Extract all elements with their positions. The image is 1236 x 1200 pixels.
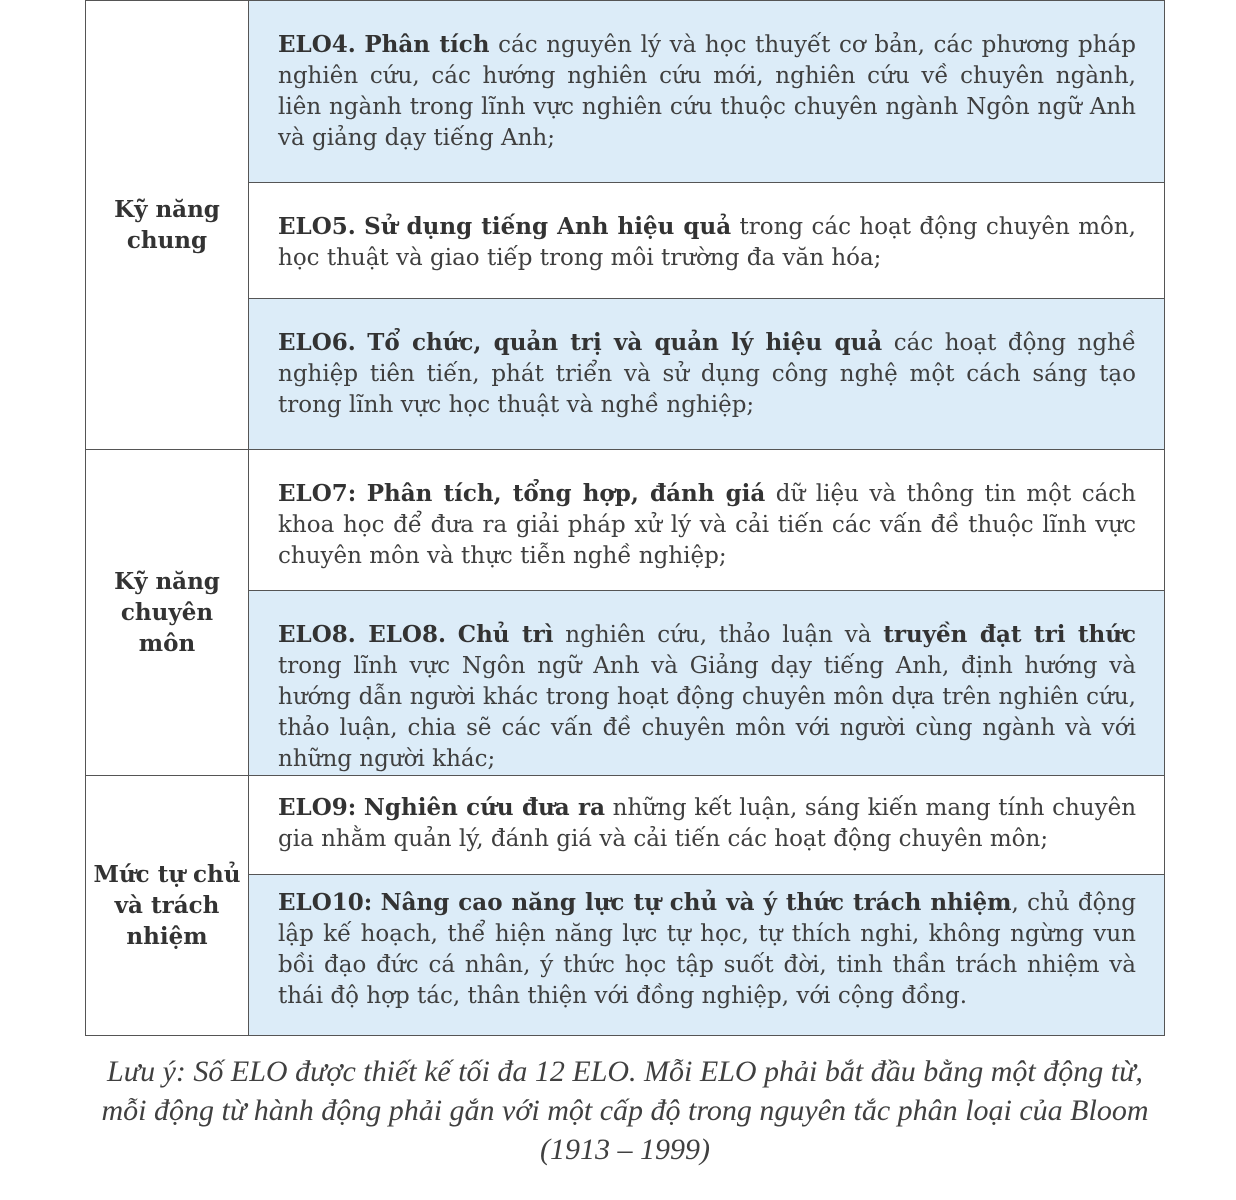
elo-cell-elo8 [249,591,1165,776]
elo-code: ELO10: [278,889,373,916]
elo-code: ELO4. [278,31,356,58]
elo-text-elo7 [249,450,1164,572]
elo-cell-elo5 [249,183,1165,299]
elo-code: ELO5. [278,213,356,240]
category-label-general: Kỹ năng chung [114,196,220,254]
elo-description: các nguyên lý và học thuyết cơ bản, các phương pháp nghiên cứu, các hướng nghiên cứu mới, nghiên cứu về chuyên ngành, liên ngành trong lĩnh vực nghiên cứu thuộc chuyên ngành Ngôn ngữ Anh và giảng dạy tiếng Anh; [278,32,1136,151]
elo-text-elo4 [249,1,1164,154]
elo-cell-elo4 [249,1,1165,183]
elo-description: những kết luận, sáng kiến mang tính chuyên gia nhằm quản lý, đánh giá và cải tiến các hoạt động chuyên môn; [278,795,1137,852]
category-label-autonomy: Mức tự chủ và trách nhiệm [93,861,241,950]
elo-description: trong lĩnh vực Ngôn ngữ Anh và Giảng dạy tiếng Anh, định hướng và hướng dẫn người khác trong hoạt động chuyên môn dựa trên nghiên cứu, thảo luận, chia sẽ các vấn đề chuyên môn với người cùng ngành và với những người khác; [278,653,1136,772]
elo-verb: Tổ chức, quản trị và quản lý hiệu quả [367,329,883,356]
elo-code: ELO7: [278,480,357,507]
category-label-professional: Kỹ năng chuyên môn [114,568,220,657]
elo-code: ELO6. [278,329,356,356]
elo-cell-elo7 [249,450,1165,591]
category-cell-autonomy [86,776,249,1036]
elo-cell-elo9 [249,776,1165,875]
elo-text-elo10 [249,875,1164,1012]
elo-code: ELO8. ELO8. [278,621,446,648]
elo-verb: Nghiên cứu đưa ra [363,794,606,821]
elo-verb-secondary: truyền đạt tri thức [883,621,1136,648]
elo-description: nghiên cứu, thảo luận và [565,622,872,648]
category-cell-general [86,1,249,450]
elo-description: , chủ động lập kế hoạch, thể hiện năng lực tự học, tự thích nghi, không ngừng vun bồi đạo đức cá nhân, ý thức học tập suốt đời, tinh thần trách nhiệm và thái độ hợp tác, thân thiện với đồng nghiệp, với cộng đồng. [278,890,1137,1009]
elo-verb: Sử dụng tiếng Anh hiệu quả [364,213,732,240]
elo-text-elo5 [249,183,1164,274]
learning-outcomes-table [85,0,1165,1036]
elo-text-elo6 [249,299,1164,421]
elo-verb: Phân tích [364,31,490,58]
elo-verb: Nâng cao năng lực tự chủ và ý thức trách nhiệm [380,889,1012,916]
elo-description: dữ liệu và thông tin một cách khoa học để đưa ra giải pháp xử lý và cải tiến các vấn đề thuộc lĩnh vực chuyên môn và thực tiễn nghề nghiệp; [278,481,1136,569]
elo-text-elo8 [249,591,1164,775]
footnote: Lưu ý: Số ELO được thiết kế tối đa 12 ELO. Mỗi ELO phải bắt đầu bằng một động từ, mỗi động từ hành động phải gắn với một cấp độ trong nguyên tắc phân loại của Bloom (1913 – 1999) [101,1055,1149,1166]
elo-description: trong các hoạt động chuyên môn, học thuật và giao tiếp trong môi trường đa văn hóa; [278,214,1136,271]
elo-description: các hoạt động nghề nghiệp tiên tiến, phát triển và sử dụng công nghệ một cách sáng tạo trong lĩnh vực học thuật và nghề nghiệp; [278,330,1137,418]
elo-cell-elo10 [249,875,1165,1036]
elo-verb: Phân tích, tổng hợp, đánh giá [366,480,766,507]
elo-text-elo9 [249,776,1164,855]
category-cell-professional [86,450,249,776]
elo-code: ELO9: [278,794,357,821]
elo-verb: Chủ trì [457,621,554,648]
elo-cell-elo6 [249,299,1165,450]
